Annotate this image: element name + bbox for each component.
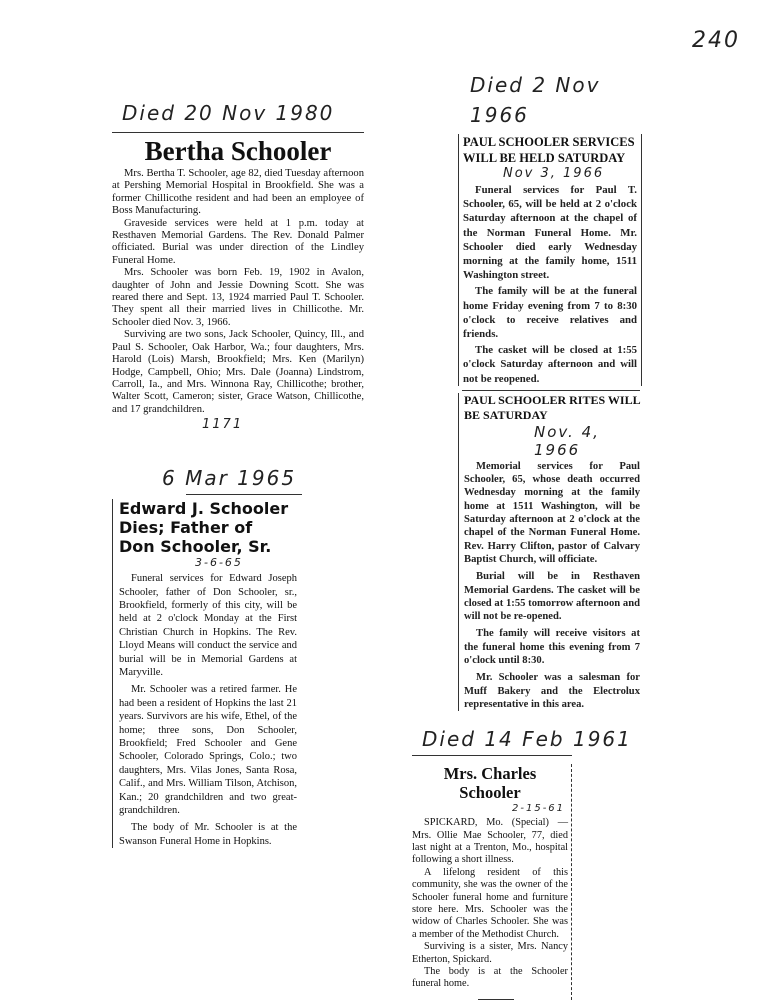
paragraph: The body is at the Schooler funeral home.: [412, 966, 568, 990]
divider: [186, 494, 302, 495]
clipping-bertha-schooler: [112, 136, 364, 434]
paragraph: The casket will be closed at 1:55 o'clock Saturday afternoon and will not be reopened.: [463, 344, 637, 385]
clipping-paul-schooler-rites: [458, 393, 640, 711]
headline: PAUL SCHOOLER SERVICES WILL BE HELD SATURDAY: [463, 135, 635, 165]
paragraph: Graveside services were held at 1 p.m. today at Resthaven Memorial Gardens. The Rev. Donald Palmer officiated. Burial was under direction of the Lindley Funeral Home.: [112, 217, 364, 266]
handwritten-note: 2-15-61: [512, 803, 566, 815]
headline: PAUL SCHOOLER RITES WILL BE SATURDAY: [464, 392, 640, 422]
handwritten-date: Died 14 Feb 1961: [422, 727, 632, 752]
paragraph: The family will be at the funeral home Friday evening from 7 to 8:30 o'clock to receive relatives and friends.: [463, 285, 637, 341]
paragraph: Funeral services for Paul T. Schooler, 65, will be held at 2 o'clock Saturday afternoon at the chapel of the Norman Funeral Home. Mr. Schooler died early Wednesday morning at the family home, 1511 Washington street.: [463, 184, 637, 282]
headline: Bertha Schooler: [144, 136, 332, 166]
handwritten-date: 6 Mar 1965: [162, 466, 297, 491]
paragraph: Funeral services for Edward Joseph Schooler, father of Don Schooler, sr., Brookfield, formerly of this city, will be held at 2 o'clock Monday at the First Christian Church in Hopkins. The Rev. Lloyd Means will conduct the service and burial will be in Memorial Gardens at Maryville.: [119, 573, 297, 678]
paragraph: Surviving is a sister, Mrs. Nancy Etherton, Spickard.: [412, 941, 568, 965]
headline: Edward J. Schooler Dies; Father of Don Schooler, Sr.: [119, 499, 289, 557]
paragraph: Mrs. Schooler was born Feb. 19, 1902 in Avalon, daughter of John and Jessie Downing Scott. She was reared there and Sept. 13, 1924 married Paul T. Schooler. They spent all their married lives in Chillicothe. Mr. Schooler died Nov. 3, 1966.: [112, 267, 364, 328]
headline: Mrs. Charles Schooler: [443, 764, 537, 803]
handwritten-note: Nov 3, 1966: [503, 166, 605, 181]
paragraph: A lifelong resident of this community, she was the owner of the Schooler funeral home and furniture store here. Mrs. Schooler was the widow of Charles Schooler. She was a member of the Methodist Church.: [412, 866, 568, 940]
paragraph: Surviving are two sons, Jack Schooler, Quincy, Ill., and Paul S. Schooler, Oak Harbor, Wa.; four daughters, Mrs. Harold (Lois) Marsh, Brookfield; Mrs. Ken (Marilyn) Hodge, Campbell, Ohio; Mrs. Dale (Joanna) Lindstrom, Carroll, Ia., and Mrs. Winnona Ray, Chillicothe; brother, Walter Scott, Cameron; sister, Grace Watson, Chillicothe, and 17 grandchildren.: [112, 329, 364, 415]
divider: [112, 132, 364, 133]
paragraph: The body of Mr. Schooler is at the Swanson Funeral Home in Hopkins.: [119, 822, 297, 847]
clipping-mrs-charles-schooler: [412, 764, 572, 1000]
paragraph: The family will receive visitors at the funeral home this evening from 7 o'clock until 8:30.: [464, 628, 640, 666]
paragraph: Memorial services for Paul Schooler, 65, whose death occurred Wednesday morning at the family home at 1511 Washington, will be Saturday afternoon at 2 o'clock at the chapel of the Norman Funeral Home. Rev. Harry Clifton, pastor of Calvary Baptist Church, will officiate.: [464, 460, 640, 565]
handwritten-note: Nov. 4, 1966: [534, 422, 600, 459]
handwritten-date: Died 2 Nov 1966: [470, 73, 601, 127]
handwritten-note: 1171: [202, 417, 244, 433]
paragraph: Mrs. Bertha T. Schooler, age 82, died Tuesday afternoon at Pershing Memorial Hospital in Brookfield. She was a former Chillicothe resident and had been an employee of Boss Manufacturing.: [112, 168, 364, 217]
divider: [412, 755, 572, 756]
handwritten-note: 3-6-65: [195, 556, 243, 570]
clipping-edward-schooler: [112, 499, 297, 848]
right-column: [410, 70, 650, 1000]
divider: [462, 390, 640, 391]
paragraph: SPICKARD, Mo. (Special) — Mrs. Ollie Mae Schooler, 77, died last night at a Trenton, Mo., hospital following a short illness.: [412, 817, 568, 866]
handwritten-date: Died 20 Nov 1980: [122, 101, 335, 125]
paragraph: Mr. Schooler was a retired farmer. He had been a resident of Hopkins the last 21 years. Survivors are his wife, Ethel, of the home; three sons, Don Schooler, Brookfield; Fred Schooler and Gene Schooler, Colorado Springs, Colo.; two daughters, Mrs. Vilas Jones, Santa Rosa, Calif., and Mrs. William Tilson, Atchison, Kan.; 20 grandchildren and two great-grandchildren.: [119, 684, 297, 817]
paragraph: Burial will be in Resthaven Memorial Gardens. The casket will be closed at 1:55 tomorrow afternoon and will not be re-opened.: [464, 571, 640, 623]
clipping-paul-schooler-services: [458, 134, 642, 386]
left-column: [112, 98, 364, 848]
paragraph: Mr. Schooler was a salesman for Muff Bakery and the Electrolux representative in this area.: [464, 672, 640, 710]
page-number: 240: [692, 28, 740, 53]
